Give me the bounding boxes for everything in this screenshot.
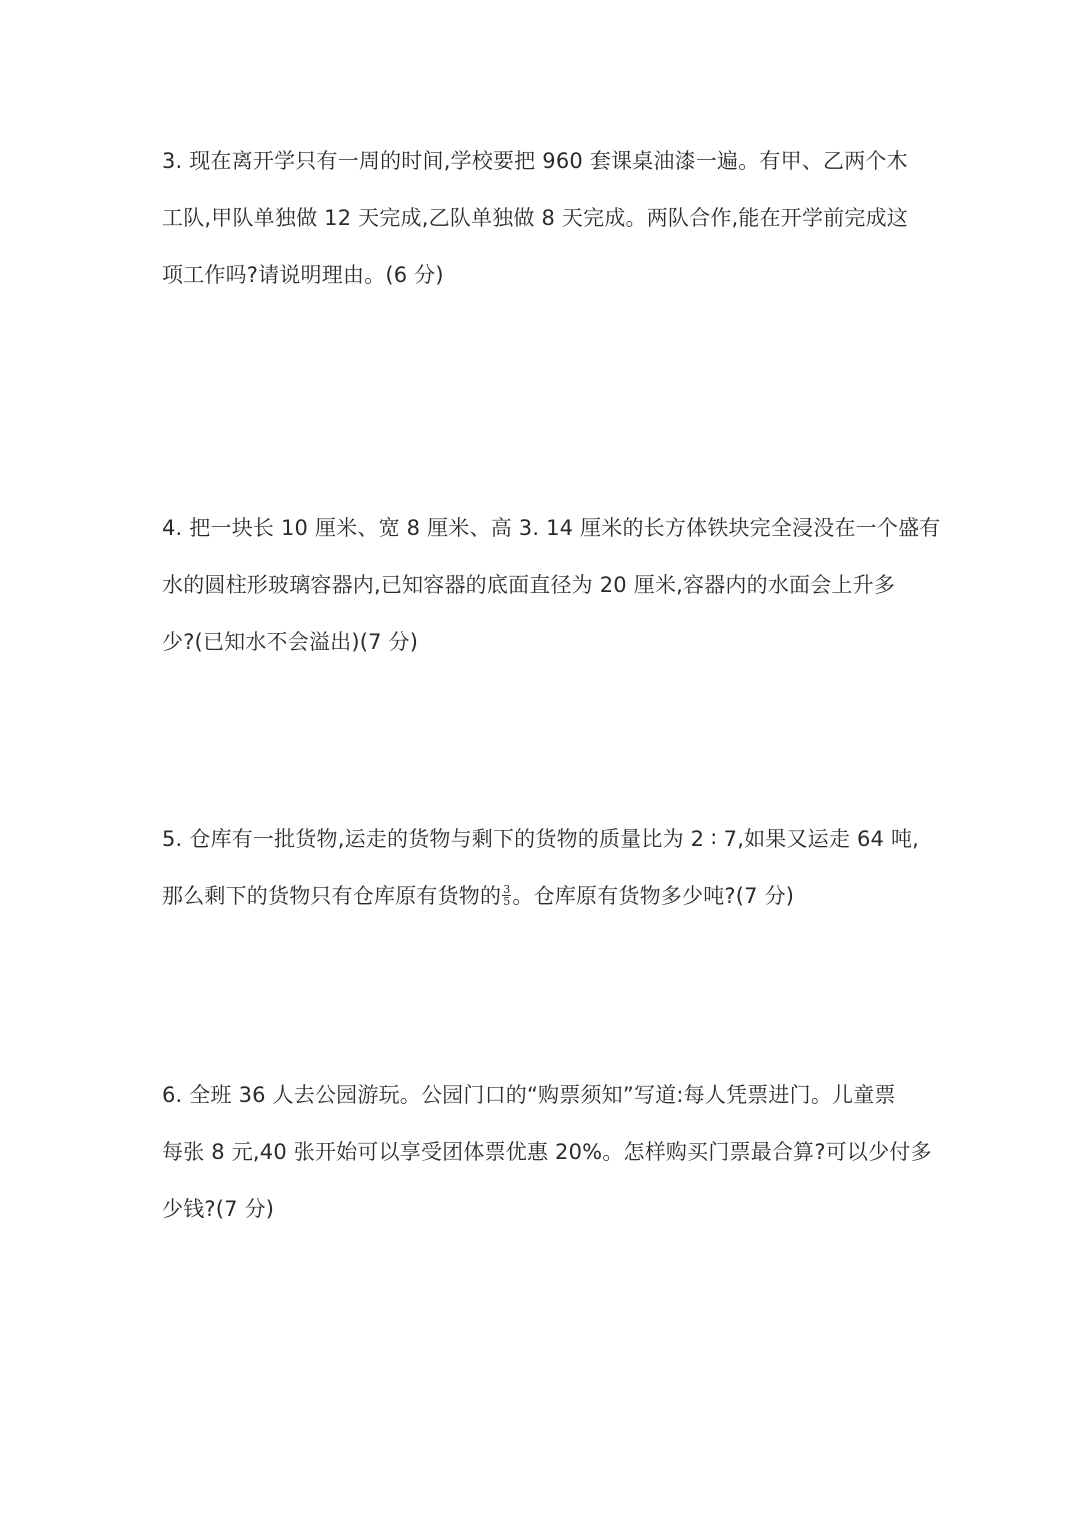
question-line [162, 881, 922, 938]
question-4 [162, 513, 941, 684]
fraction [502, 884, 511, 907]
question-5 [162, 824, 922, 938]
question-line: 项工作吗?请说明理由。(6 分) [162, 263, 444, 287]
question-line: 5. 仓库有一批货物,运走的货物与剩下的货物的质量比为 2 ∶ 7,如果又运走 64 吨, [162, 827, 920, 851]
question-text-before-fraction: 那么剩下的货物只有仓库原有货物的 [162, 884, 502, 908]
question-line: 工队,甲队单独做 12 天完成,乙队单独做 8 天完成。两队合作,能在开学前完成这 [162, 206, 909, 230]
question-line: 少钱?(7 分) [162, 1197, 275, 1221]
question-line: 3. 现在离开学只有一周的时间,学校要把 960 套课桌油漆一遍。有甲、乙两个木 [162, 149, 908, 173]
fraction-denominator: 5 [503, 894, 511, 908]
question-line: 6. 全班 36 人去公园游玩。公园门口的“购票须知”写道:每人凭票进门。儿童票 [162, 1083, 896, 1107]
fraction-numerator: 3 [503, 882, 511, 896]
question-6 [162, 1080, 932, 1251]
question-text-after-fraction: 。仓库原有货物多少吨?(7 分) [512, 884, 795, 908]
question-line: 4. 把一块长 10 厘米、宽 8 厘米、高 3. 14 厘米的长方体铁块完全浸没在一个盛有 [162, 516, 941, 540]
question-line: 水的圆柱形玻璃容器内,已知容器的底面直径为 20 厘米,容器内的水面会上升多 [162, 573, 896, 597]
question-line: 每张 8 元,40 张开始可以享受团体票优惠 20%。怎样购买门票最合算?可以少付多 [162, 1140, 932, 1164]
question-3 [162, 146, 922, 317]
question-line: 少?(已知水不会溢出)(7 分) [162, 630, 419, 654]
